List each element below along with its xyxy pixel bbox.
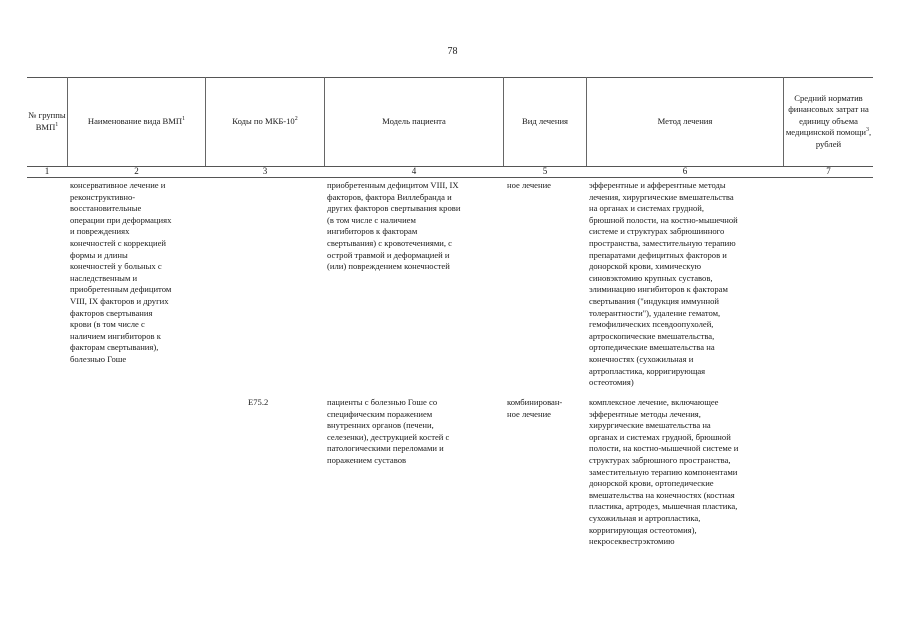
header-group: № группы ВМП$^1$ [28, 109, 66, 132]
column-number: 6 [682, 166, 688, 176]
header-cost: Средний норматив финансовых затрат на единицу объема медицинской помощи$^3$, рублей [785, 92, 872, 149]
header-model: Модель пациента [382, 115, 446, 126]
row-method: комплексное лечение, включающее эфферентные методы лечения, хирургические вмешательства на органах и системах грудной, брюшной полости, на костно-мышечной системе и структурах забрюшного пространства, заместительную терапию компонентами донорской крови, ортопедические вмешательства на конечностях (костная пластика, артродез, мышечная пластика, сухожильная и артропластика, корригирующая остеотомия), некросеквестрэктомию [589, 397, 739, 547]
row-name: консервативное лечение и реконструктивно- восстановительные операции при деформациях и повреждениях конечностей с коррекцией формы и длины конечностей у больных с наследственным и приобретенным дефицитом VIII, IX факторов и других факторов свертывания крови (в том числе с наличием ингибиторов к факторам свертывания), болезнью Гоше [70, 180, 172, 364]
column-number: 1 [44, 166, 50, 176]
column-number: 7 [826, 166, 831, 176]
page-number: 78 [447, 46, 458, 57]
row-code: E75.2 [248, 397, 269, 407]
column-number: 5 [542, 166, 548, 176]
header-method: Метод лечения [657, 115, 713, 126]
column-number: 4 [411, 166, 417, 176]
header-name: Наименование вида ВМП$^1$ [87, 115, 186, 126]
column-number: 3 [262, 166, 268, 176]
row-model: приобретенным дефицитом VIII, IX факторов, фактора Виллебранда и других факторов свертывания крови (в том числе с наличием ингибиторов к факторам свертывания) с кровотечениями, с острой травмой и деформацией и (или) повреждением конечностей [327, 180, 461, 272]
column-number: 2 [134, 166, 139, 176]
number-row-rule [27, 177, 873, 178]
row-treatment: ное лечение [507, 180, 552, 190]
row-method: эфферентные и афферентные методы лечения, хирургические вмешательства на органах и системах грудной, брюшной полости, на костно-мышечной системе и структурах забрюшинного пространства, заместительную терапию препаратами дефицитных факторов и донорской крови, химическую синовэктомию крупных суставов, элиминацию ингибиторов к факторам свертывания ("индукция иммунной толерантности"), удаление гематом, гемофилических псевдоопухолей, артроскопические вмешательства, ортопедические вмешательства на конечностях (сухожильная и артропластика, корригирующая остеотомия) [589, 180, 738, 388]
header-treatment-type: Вид лечения [521, 115, 569, 126]
header-codes: Коды по МКБ-$10^2$ [232, 115, 298, 126]
row-model: пациенты с болезнью Гоше со специфическим поражением внутренних органов (печени, селезенки), деструкцией костей с патологическими переломами и поражением суставов [327, 397, 450, 465]
row-treatment: комбинирован- ное лечение [507, 397, 563, 419]
